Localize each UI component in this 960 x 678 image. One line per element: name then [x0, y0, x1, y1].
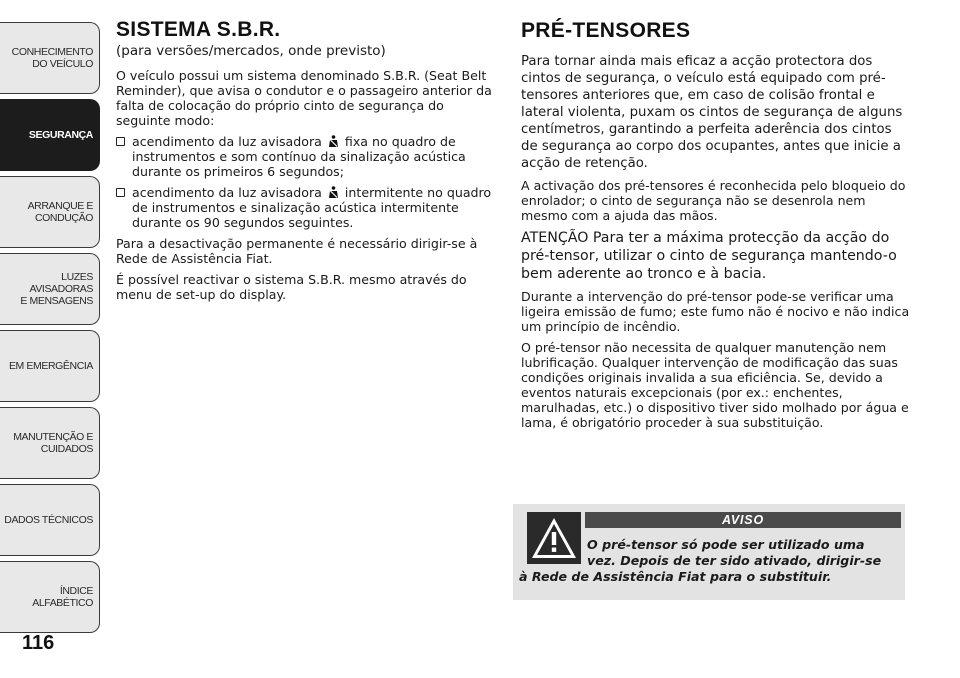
- warning-box: [513, 504, 905, 600]
- warning-line-2: vez. Depois de ter sido ativado, dirigir-se: [587, 553, 882, 568]
- bullet-text-after: intermitente no quadro de instrumentos e sinalização acústica intermitente durante os 90 segundos seguintes.: [132, 185, 492, 230]
- checkbox-bullet-icon: [116, 137, 125, 146]
- bullet-text-before: acendimento da luz avisadora: [132, 185, 322, 200]
- pretensioner-activation: A activação dos pré-tensores é reconhecida pelo bloqueio do enrolador; o cinto de segurança não se desenrola nem mesmo com a ajuda das mãos.: [521, 178, 906, 223]
- tab-indice[interactable]: ÍNDICE ALFABÉTICO: [0, 561, 100, 633]
- sbr-intro: O veículo possui um sistema denominado S.B.R. (Seat Belt Reminder), que avisa o condutor e o passageiro anterior da falta de colocação do próprio cinto de segurança do seguinte modo:: [116, 68, 492, 128]
- sbr-section: [116, 18, 494, 308]
- sbr-subtitle: (para versões/mercados, onde previsto): [116, 43, 386, 59]
- list-item: [116, 185, 494, 230]
- pretensioner-section: [521, 18, 911, 436]
- seatbelt-warning-icon: [328, 186, 339, 199]
- warning-line-1: O pré-tensor só pode ser utilizado uma: [587, 537, 865, 552]
- pretensioner-attention: ATENÇÃO Para ter a máxima protecção da acção do pré-tensor, utilizar o cinto de segurança mantendo-o bem aderente ao tronco e à bacia.: [521, 230, 897, 282]
- pretensioner-smoke-note: Durante a intervenção do pré-tensor pode-se verificar uma ligeira emissão de fumo; este fumo não é nocivo e não indica um princípio de incêndio.: [521, 289, 910, 334]
- bullet-text-after: fixa no quadro de instrumentos e som contínuo da sinalização acústica durante os primeiros 6 segundos;: [132, 134, 466, 179]
- sbr-bullet-list: [116, 134, 494, 230]
- tab-seguranca[interactable]: SEGURANÇA: [0, 99, 100, 171]
- seatbelt-warning-icon: [328, 135, 339, 148]
- tab-arranque[interactable]: ARRANQUE E CONDUÇÃO: [0, 176, 100, 248]
- tab-dados-tecnicos[interactable]: DADOS TÉCNICOS: [0, 484, 100, 556]
- pretensioner-title: PRÉ-TENSORES: [521, 19, 691, 42]
- bullet-text-before: acendimento da luz avisadora: [132, 134, 322, 149]
- pretensioner-lead: Para tornar ainda mais eficaz a acção protectora dos cintos de segurança, o veículo está equipado com pré-tensores anteriores que, em caso de colisão frontal e lateral violenta, puxam os cintos de segurança de alguns centímetros, garantindo a perfeita aderência dos cintos de segurança ao corpo dos ocupantes, antes que inicie a acção de retenção.: [521, 54, 903, 171]
- sbr-deactivation-text: Para a desactivação permanente é necessário dirigir-se à Rede de Assistência Fiat.: [116, 236, 478, 266]
- list-item: [116, 134, 494, 179]
- sbr-reactivation-text: É possível reactivar o sistema S.B.R. mesmo através do menu de set-up do display.: [116, 272, 467, 302]
- warning-header: AVISO: [585, 512, 901, 528]
- page-number: 116: [22, 632, 55, 654]
- tab-luzes-avisadoras[interactable]: LUZES AVISADORAS E MENSAGENS: [0, 253, 100, 325]
- pretensioner-maintenance: O pré-tensor não necessita de qualquer manutenção nem lubrificação. Qualquer intervenção de modificação das suas condições originais invalida a sua eficiência. Se, devido a eventos naturais excepcionais (por ex.: enchentes, marulhadas, etc.) o dispositivo tiver sido molhado por água e lama, é obrigatório proceder à sua substituição.: [521, 340, 909, 430]
- checkbox-bullet-icon: [116, 188, 125, 197]
- tab-emergencia[interactable]: EM EMERGÊNCIA: [0, 330, 100, 402]
- sbr-title: SISTEMA S.B.R.: [116, 18, 281, 41]
- warning-text: [519, 537, 899, 585]
- tab-conhecimento[interactable]: CONHECIMENTO DO VEÍCULO: [0, 22, 100, 94]
- tab-manutencao[interactable]: MANUTENÇÃO E CUIDADOS: [0, 407, 100, 479]
- warning-line-3: à Rede de Assistência Fiat para o substituir.: [519, 569, 832, 584]
